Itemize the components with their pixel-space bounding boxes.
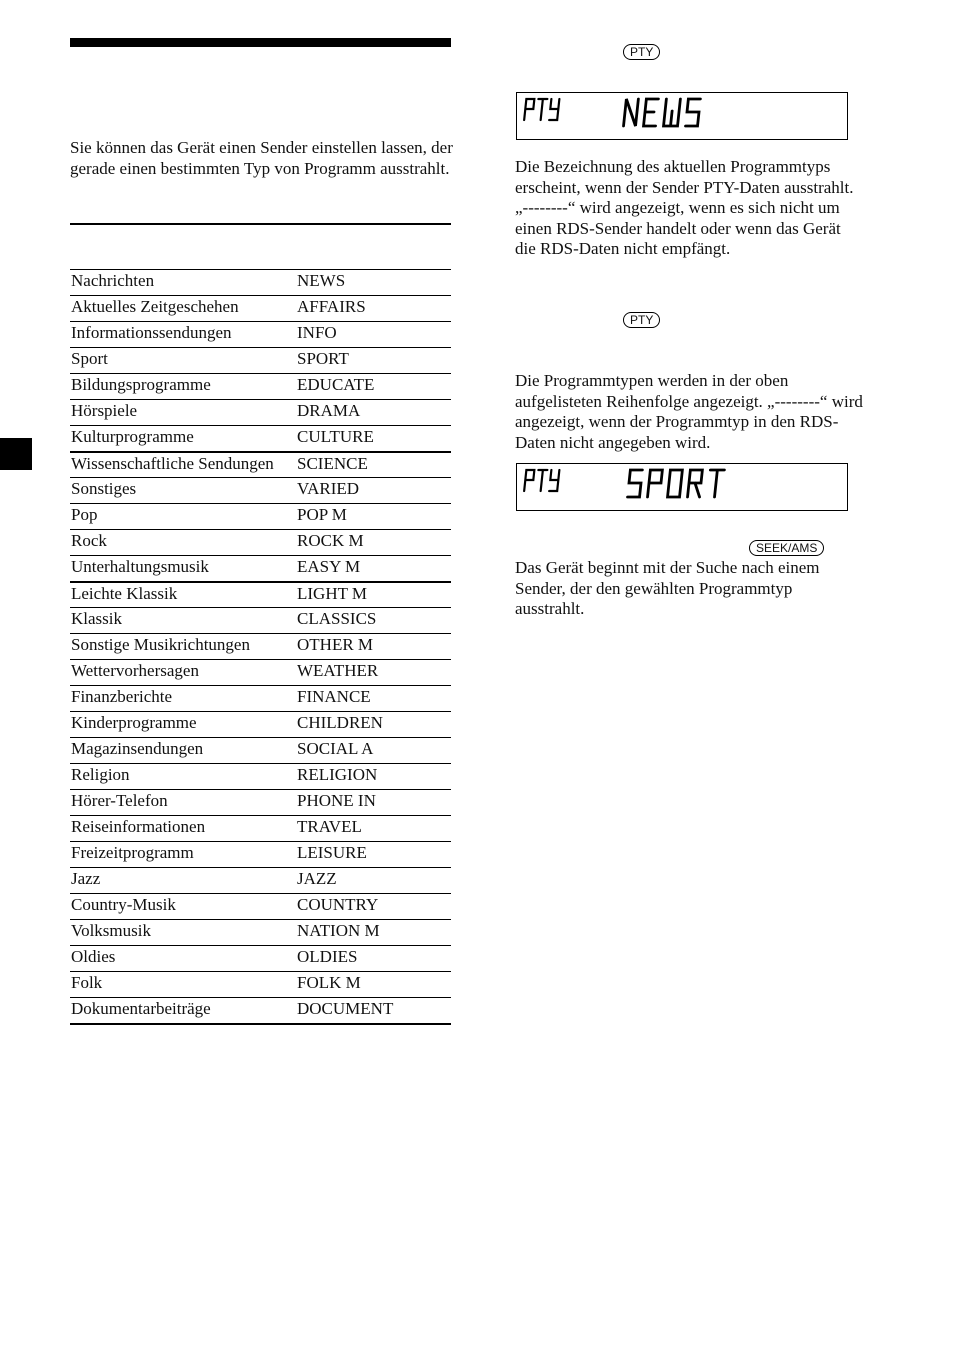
table-row bbox=[70, 946, 451, 972]
table-row bbox=[70, 660, 451, 686]
program-type-code: AFFAIRS bbox=[296, 296, 451, 322]
table-row bbox=[70, 920, 451, 946]
program-type-code: LIGHT M bbox=[296, 582, 451, 608]
table-row bbox=[70, 322, 451, 348]
program-type-code: SPORT bbox=[296, 348, 451, 374]
table-row bbox=[70, 634, 451, 660]
program-type-name: Country-Musik bbox=[70, 894, 296, 920]
program-type-name: Leichte Klassik bbox=[70, 582, 296, 608]
program-type-code: RELIGION bbox=[296, 764, 451, 790]
program-type-name: Sonstiges bbox=[70, 478, 296, 504]
program-type-code: LEISURE bbox=[296, 842, 451, 868]
program-type-code: SOCIAL A bbox=[296, 738, 451, 764]
program-type-code: ROCK M bbox=[296, 530, 451, 556]
program-type-code: FINANCE bbox=[296, 686, 451, 712]
table-row bbox=[70, 582, 451, 608]
lcd-display-sport bbox=[516, 463, 848, 511]
program-type-code: PHONE IN bbox=[296, 790, 451, 816]
program-type-code: NATION M bbox=[296, 920, 451, 946]
program-type-code: JAZZ bbox=[296, 868, 451, 894]
program-type-name: Informationssendungen bbox=[70, 322, 296, 348]
program-type-name: Wettervorhersagen bbox=[70, 660, 296, 686]
program-type-name: Kulturprogramme bbox=[70, 426, 296, 452]
program-type-name: Klassik bbox=[70, 608, 296, 634]
seek-ams-button-icon: SEEK/AMS bbox=[749, 540, 824, 556]
program-type-code: TRAVEL bbox=[296, 816, 451, 842]
program-type-table bbox=[70, 269, 451, 1025]
program-type-name: Aktuelles Zeitgeschehen bbox=[70, 296, 296, 322]
table-row bbox=[70, 478, 451, 504]
program-type-name: Kinderprogramme bbox=[70, 712, 296, 738]
program-type-code: CLASSICS bbox=[296, 608, 451, 634]
program-type-name: Religion bbox=[70, 764, 296, 790]
table-row bbox=[70, 972, 451, 998]
lcd-segment-graphic bbox=[517, 464, 847, 510]
program-type-name: Volksmusik bbox=[70, 920, 296, 946]
program-type-name: Nachrichten bbox=[71, 271, 155, 290]
description-search: Das Gerät beginnt mit der Suche nach einem Sender, der den gewählten Programmtyp ausstrahlt. bbox=[515, 558, 820, 618]
program-type-code: POP M bbox=[296, 504, 451, 530]
table-row bbox=[70, 556, 451, 582]
program-type-code: DRAMA bbox=[296, 400, 451, 426]
program-type-code: OLDIES bbox=[296, 946, 451, 972]
table-row bbox=[70, 452, 451, 478]
section-tab-marker bbox=[0, 438, 32, 470]
table-row bbox=[70, 816, 451, 842]
intro-text: Sie können das Gerät einen Sender einstellen lassen, der gerade einen bestimmten Typ von Programm ausstrahlt. bbox=[70, 138, 453, 178]
lcd-display-news bbox=[516, 92, 848, 140]
program-type-code: VARIED bbox=[296, 478, 451, 504]
program-type-name: Oldies bbox=[70, 946, 296, 972]
table-row bbox=[70, 296, 451, 322]
description-current-type: Die Bezeichnung des aktuellen Programmtyps erscheint, wenn der Sender PTY-Daten ausstrahlt. „--------“ wird angezeigt, wenn es sich nicht um einen RDS-Sender handelt oder wenn das Gerät die RDS-Daten nicht empfängt. bbox=[515, 157, 854, 258]
description-type-order: Die Programmtypen werden in der oben aufgelisteten Reihenfolge angezeigt. „--------“ wird angezeigt, wenn der Programmtyp in den RDS-Daten nicht angegeben wird. bbox=[515, 371, 863, 452]
table-row bbox=[70, 738, 451, 764]
program-type-name: Dokumentarbeiträge bbox=[70, 998, 296, 1024]
program-type-code: SCIENCE bbox=[296, 452, 451, 478]
program-type-code: OTHER M bbox=[296, 634, 451, 660]
program-type-code: EDUCATE bbox=[296, 374, 451, 400]
lcd-segment-graphic bbox=[517, 93, 847, 139]
table-row bbox=[70, 608, 451, 634]
table-row bbox=[70, 842, 451, 868]
program-type-name: Jazz bbox=[70, 868, 296, 894]
table-row bbox=[70, 764, 451, 790]
program-type-name: Freizeitprogramm bbox=[70, 842, 296, 868]
table-row bbox=[70, 686, 451, 712]
program-type-name: Hörer-Telefon bbox=[70, 790, 296, 816]
program-type-name: Sport bbox=[70, 348, 296, 374]
section-rule bbox=[70, 223, 451, 225]
table-row bbox=[70, 426, 451, 452]
program-type-name: Finanzberichte bbox=[70, 686, 296, 712]
program-type-name: Reiseinformationen bbox=[70, 816, 296, 842]
table-row bbox=[70, 998, 451, 1024]
pty-button-icon: PTY bbox=[623, 44, 660, 60]
table-row bbox=[70, 894, 451, 920]
program-type-name: Rock bbox=[70, 530, 296, 556]
program-type-name: Wissenschaftliche Sendungen bbox=[70, 452, 296, 478]
table-row bbox=[70, 712, 451, 738]
heading-bar bbox=[70, 38, 451, 47]
pty-button-icon: PTY bbox=[623, 312, 660, 328]
program-type-code: CHILDREN bbox=[296, 712, 451, 738]
table-row bbox=[70, 868, 451, 894]
table-row bbox=[70, 530, 451, 556]
program-type-code: FOLK M bbox=[296, 972, 451, 998]
table-row bbox=[70, 400, 451, 426]
program-type-name: Sonstige Musikrichtungen bbox=[70, 634, 296, 660]
program-type-code: NEWS bbox=[297, 271, 346, 290]
program-type-code: EASY M bbox=[296, 556, 451, 582]
program-type-code: COUNTRY bbox=[296, 894, 451, 920]
program-type-name: Pop bbox=[70, 504, 296, 530]
table-row bbox=[70, 270, 451, 296]
table-row bbox=[70, 374, 451, 400]
program-type-code: INFO bbox=[296, 322, 451, 348]
program-type-code: DOCUMENT bbox=[296, 998, 451, 1024]
program-type-name: Magazinsendungen bbox=[70, 738, 296, 764]
program-type-name: Bildungsprogramme bbox=[70, 374, 296, 400]
table-row bbox=[70, 348, 451, 374]
program-type-name: Folk bbox=[70, 972, 296, 998]
program-type-name: Unterhaltungsmusik bbox=[70, 556, 296, 582]
program-type-name: Hörspiele bbox=[70, 400, 296, 426]
program-type-code: WEATHER bbox=[296, 660, 451, 686]
program-type-code: CULTURE bbox=[296, 426, 451, 452]
table-row bbox=[70, 504, 451, 530]
table-row bbox=[70, 790, 451, 816]
